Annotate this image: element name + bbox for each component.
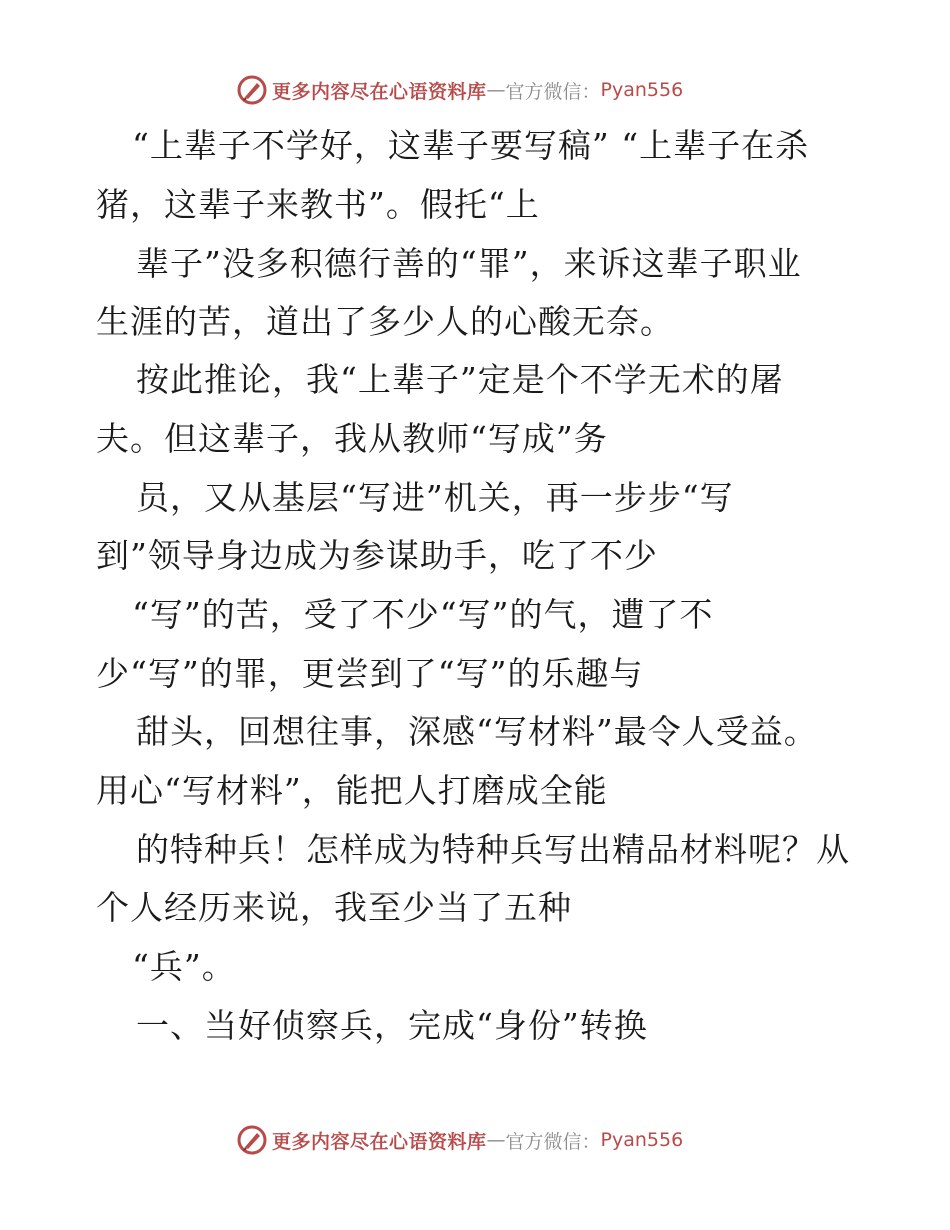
text-line: “上辈子不学好，这辈子要写稿” “上辈子在杀 <box>132 126 810 165</box>
pen-logo-icon <box>236 74 268 106</box>
watermark-wechat-id: Pyan556 <box>600 79 684 101</box>
text-line: “写”的苦，受了不少“写”的气，遭了不 <box>132 595 714 634</box>
section-heading: 一、当好侦察兵，完成“身份”转换 <box>136 1006 648 1045</box>
watermark-official-label: 官方微信： <box>505 80 601 103</box>
watermark-main-text: 更多内容尽在心语资料库 <box>272 1130 487 1153</box>
text-line: 到”领导身边成为参谋助手，吃了不少 <box>96 536 658 575</box>
text-line: 的特种兵！怎样成为特种兵写出精品材料呢？从 <box>136 830 850 869</box>
text-line: 少“写”的罪，更尝到了“写”的乐趣与 <box>96 654 644 693</box>
watermark-dash: — <box>486 1129 506 1151</box>
text-line: 猪，这辈子来教书”。假托“上 <box>96 185 540 224</box>
text-line: “兵”。 <box>132 947 236 986</box>
text-line: 用心“写材料”，能把人打磨成全能 <box>96 771 608 810</box>
text-line: 按此推论，我“上辈子”定是个不学无术的屠 <box>136 360 784 399</box>
text-line: 辈子”没多积德行善的“罪”，来诉这辈子职业 <box>136 244 802 283</box>
watermark-wechat-id: Pyan556 <box>600 1129 684 1151</box>
text-line: 个人经历来说，我至少当了五种 <box>96 888 572 927</box>
pen-logo-icon <box>236 1124 268 1156</box>
text-line: 夫。但这辈子，我从教师“写成”务 <box>96 419 608 458</box>
footer-watermark <box>236 1123 683 1157</box>
watermark-official-label: 官方微信： <box>505 1130 601 1153</box>
header-watermark <box>236 73 683 107</box>
text-line: 生涯的苦，道出了多少人的心酸无奈。 <box>96 302 674 341</box>
text-line: 甜头，回想往事，深感“写材料”最令人受益。 <box>136 712 818 751</box>
text-line: 员，又从基层“写进”机关，再一步步“写 <box>136 478 734 517</box>
watermark-dash: — <box>486 79 506 101</box>
watermark-main-text: 更多内容尽在心语资料库 <box>272 80 487 103</box>
